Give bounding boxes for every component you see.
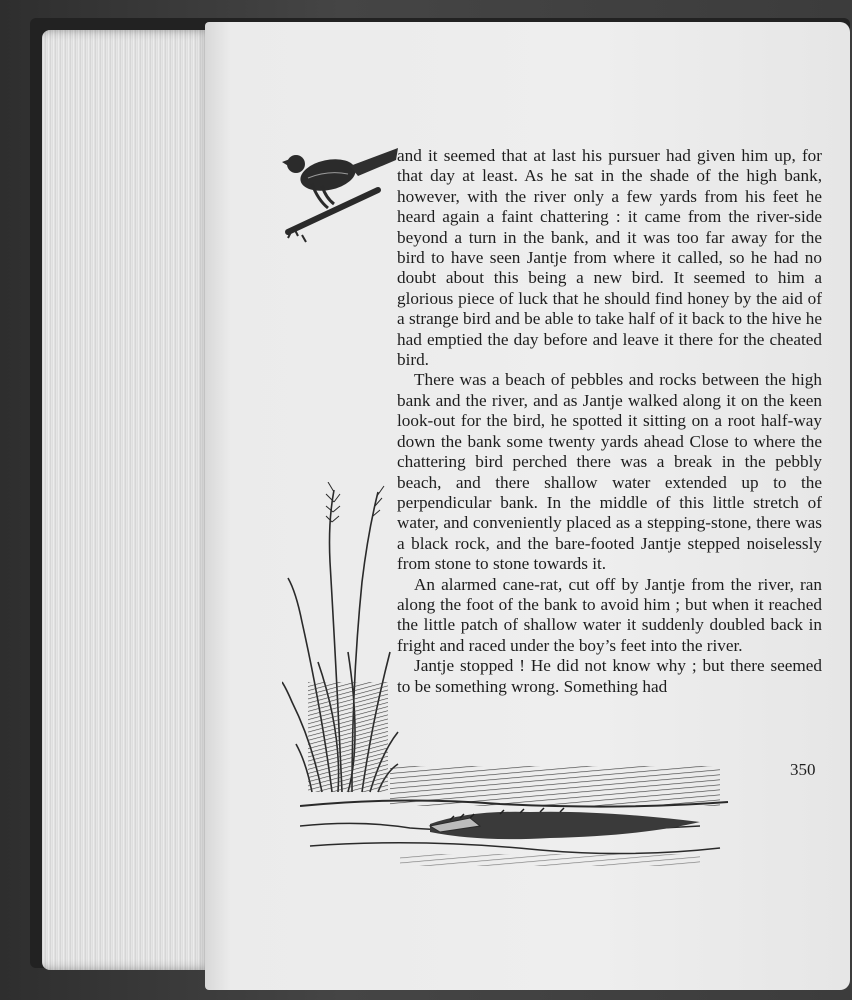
reeds-illustration (282, 482, 400, 794)
page-number: 350 (790, 760, 816, 779)
crocodile-illustration (300, 766, 730, 876)
page-edges (42, 30, 212, 970)
paragraph: There was a beach of pebbles and rocks between the high bank and the river, and as Jantje walked along it on the keen look-out for the bird, he spotted it sitting on a root half-way down the bank some twenty yards ahead Close to where the chattering bird perched there was a break in the pebbly beach, and there shallow water extended up to the perpendicular bank. In the middle of this little stretch of water, and conveniently placed as a stepping-stone, there was a black rock, and the bare-footed Jantje stepped noiselessly from stone to stone towards it. (397, 370, 822, 574)
paragraph: Jantje stopped ! He did not know why ; but there seemed to be something wrong. Something had (397, 656, 822, 696)
bird-illustration (278, 140, 403, 245)
paragraph: and it seemed that at last his pursuer had given him up, for that day at least. As he sat in the shade of the high bank, however, with the river only a few yards from his feet he heard again a faint chattering : it came from the river-side beyond a turn in the bank, and it was too far away for the bird to have seen Jantje from where it called, so he had no doubt about this being a new bird. It seemed to him a glorious piece of luck that he should find honey by the aid of a strange bird and be able to take half of it back to the hive he had emptied the day before and leave it there for the cheated bird. (397, 146, 822, 370)
paragraph: An alarmed cane-rat, cut off by Jantje from the river, ran along the foot of the bank to avoid him ; but when it reached the little patch of shallow water it suddenly doubled back in fright and raced under the boy’s feet into the river. (397, 574, 822, 655)
page-text (397, 146, 822, 697)
